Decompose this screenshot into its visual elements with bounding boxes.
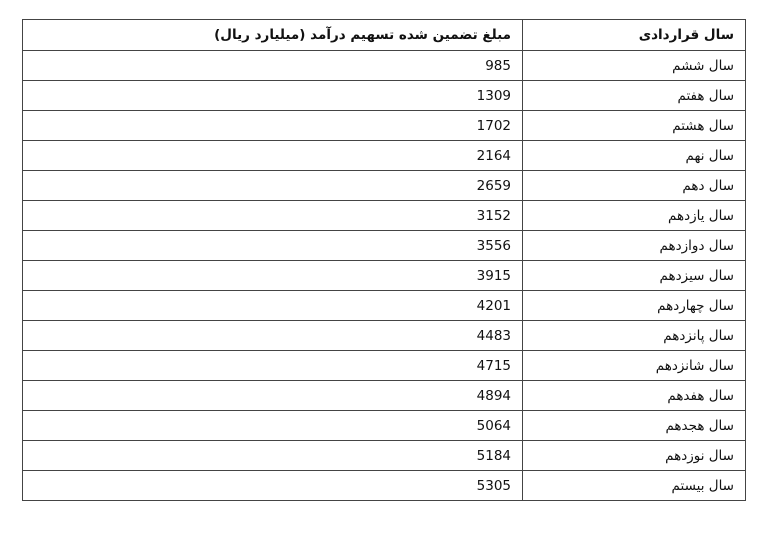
table-row <box>23 111 746 141</box>
table-row <box>23 441 746 471</box>
table-row <box>23 141 746 171</box>
table-body <box>23 51 746 501</box>
year-cell: سال هجدهم <box>523 411 746 441</box>
table-row <box>23 411 746 441</box>
header-year: سال قراردادی <box>523 20 746 51</box>
amount-cell: 2659 <box>23 171 523 201</box>
amount-cell: 5064 <box>23 411 523 441</box>
table-row <box>23 351 746 381</box>
table-row <box>23 291 746 321</box>
amount-cell: 1702 <box>23 111 523 141</box>
table-row <box>23 321 746 351</box>
year-cell: سال پانزدهم <box>523 321 746 351</box>
year-cell: سال نوزدهم <box>523 441 746 471</box>
amount-cell: 4715 <box>23 351 523 381</box>
year-cell: سال چهاردهم <box>523 291 746 321</box>
header-amount: مبلغ تضمین شده تسهیم درآمد (میلیارد ریال) <box>23 20 523 51</box>
year-cell: سال بیستم <box>523 471 746 501</box>
table-row <box>23 471 746 501</box>
table-row <box>23 51 746 81</box>
year-cell: سال دوازدهم <box>523 231 746 261</box>
year-cell: سال هشتم <box>523 111 746 141</box>
amount-cell: 4201 <box>23 291 523 321</box>
revenue-sharing-table <box>22 19 746 501</box>
table-row <box>23 81 746 111</box>
amount-cell: 4894 <box>23 381 523 411</box>
table-row <box>23 171 746 201</box>
amount-cell: 4483 <box>23 321 523 351</box>
year-cell: سال سیزدهم <box>523 261 746 291</box>
amount-cell: 3556 <box>23 231 523 261</box>
amount-cell: 985 <box>23 51 523 81</box>
table-row <box>23 381 746 411</box>
year-cell: سال دهم <box>523 171 746 201</box>
table-row <box>23 261 746 291</box>
year-cell: سال شانزدهم <box>523 351 746 381</box>
year-cell: سال نهم <box>523 141 746 171</box>
amount-cell: 3915 <box>23 261 523 291</box>
amount-cell: 5184 <box>23 441 523 471</box>
amount-cell: 2164 <box>23 141 523 171</box>
table-row <box>23 201 746 231</box>
amount-cell: 3152 <box>23 201 523 231</box>
amount-cell: 5305 <box>23 471 523 501</box>
table-header-row <box>23 20 746 51</box>
year-cell: سال ششم <box>523 51 746 81</box>
year-cell: سال هفتم <box>523 81 746 111</box>
year-cell: سال یازدهم <box>523 201 746 231</box>
table-row <box>23 231 746 261</box>
year-cell: سال هفدهم <box>523 381 746 411</box>
amount-cell: 1309 <box>23 81 523 111</box>
